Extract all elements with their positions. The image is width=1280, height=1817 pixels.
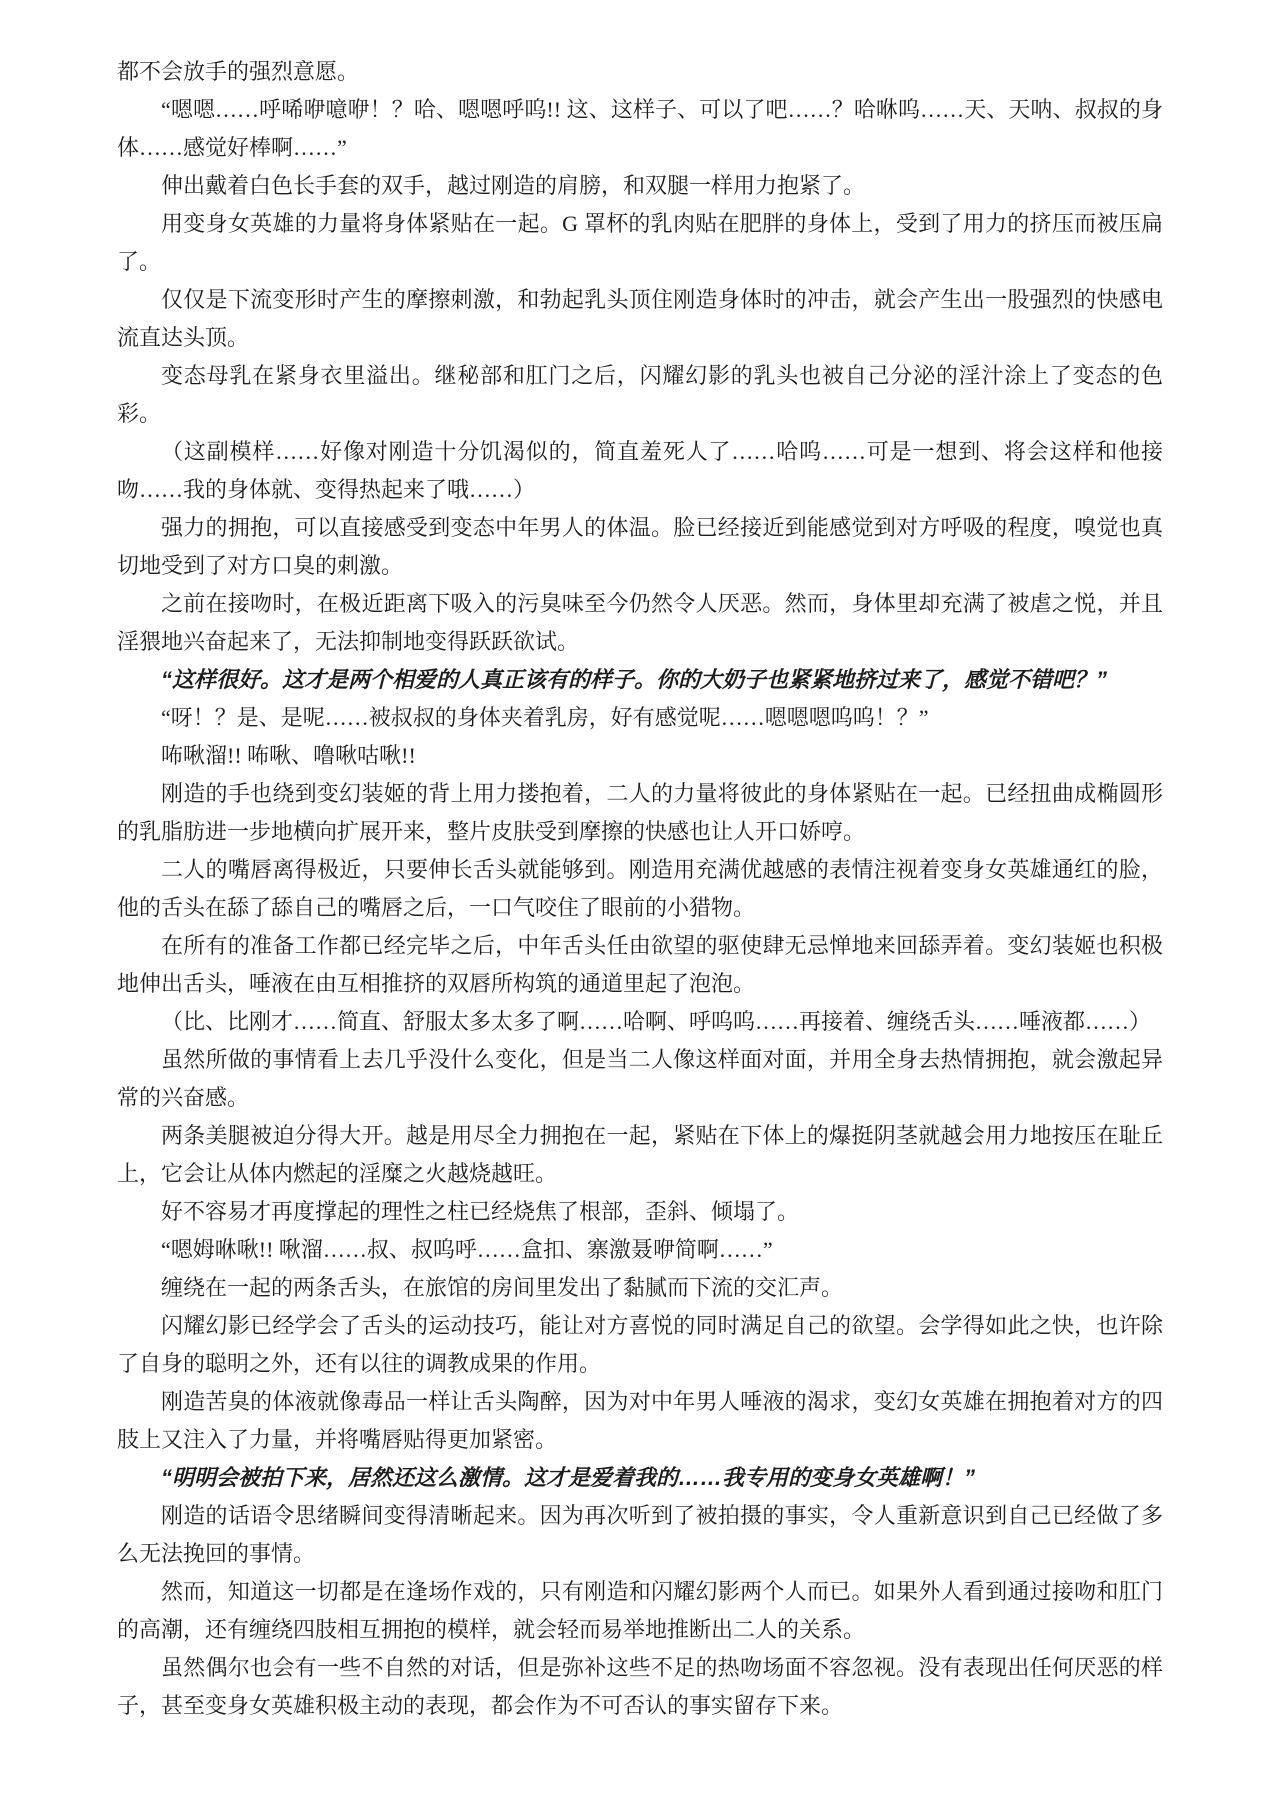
paragraph: 虽然所做的事情看上去几乎没什么变化，但是当二人像这样面对面，并用全身去热情拥抱，就会激起异常的兴奋感。: [117, 1047, 1163, 1110]
paragraph: 伸出戴着白色长手套的双手，越过刚造的肩膀，和双腿一样用力抱紧了。: [161, 173, 866, 198]
paragraph: 之前在接吻时，在极近距离下吸入的污臭味至今仍然令人厌恶。然而，身体里却充满了被虐之悦，并且淫猥地兴奋起来了，无法抑制地变得跃跃欲试。: [117, 591, 1163, 654]
paragraph: “呀！？是、是呢……被叔叔的身体夹着乳房，好有感觉呢……嗯嗯嗯呜呜！？”: [161, 705, 929, 730]
paragraph: 好不容易才再度撑起的理性之柱已经烧焦了根部，歪斜、倾塌了。: [161, 1199, 800, 1224]
paragraph: 在所有的准备工作都已经完毕之后，中年舌头任由欲望的驱使肆无忌惮地来回舔弄着。变幻装姬也积极地伸出舌头，唾液在由互相推挤的双唇所构筑的通道里起了泡泡。: [117, 933, 1163, 996]
paragraph: 然而，知道这一切都是在逢场作戏的，只有刚造和闪耀幻影两个人而已。如果外人看到通过接吻和肛门的高潮，还有缠绕四肢相互拥抱的模样，就会轻而易举地推断出二人的关系。: [117, 1579, 1163, 1642]
paragraph: （比、比刚才……简直、舒服太多太多了啊……哈啊、呼呜呜……再接着、缠绕舌头……唾液都……）: [161, 1009, 1152, 1034]
paragraph: “嗯姆咻啾!! 啾溜……叔、叔呜呼……盒扣、寨激聂咿简啊……”: [161, 1237, 773, 1262]
paragraph: 刚造苦臭的体液就像毒品一样让舌头陶醉，因为对中年男人唾液的渴求，变幻女英雄在拥抱着对方的四肢上又注入了力量，并将嘴唇贴得更加紧密。: [117, 1389, 1163, 1452]
paragraph: 刚造的手也绕到变幻装姬的背上用力搂抱着，二人的力量将彼此的身体紧贴在一起。已经扭曲成椭圆形的乳脂肪进一步地横向扩展开来，整片皮肤受到摩擦的快感也让人开口娇哼。: [117, 781, 1163, 844]
emphasis-dialogue-paragraph: “这样很好。这才是两个相爱的人真正该有的样子。你的大奶子也紧紧地挤过来了，感觉不错吧？”: [161, 667, 1108, 692]
paragraph: 虽然偶尔也会有一些不自然的对话，但是弥补这些不足的热吻场面不容忽视。没有表现出任何厌恶的样子，甚至变身女英雄积极主动的表现，都会作为不可否认的事实留存下来。: [117, 1655, 1163, 1718]
paragraph: “嗯嗯……呼唏咿噫咿！？哈、嗯嗯呼呜!! 这、这样子、可以了吧……？哈咻呜……天、天呐、叔叔的身体……感觉好棒啊……”: [117, 97, 1163, 160]
paragraph: 缠绕在一起的两条舌头，在旅馆的房间里发出了黏腻而下流的交汇声。: [161, 1275, 844, 1300]
text-content: [117, 53, 1163, 1725]
emphasis-dialogue-paragraph: “明明会被拍下来，居然还这么激情。这才是爱着我的……我专用的变身女英雄啊！”: [161, 1465, 976, 1490]
paragraph: 咘啾溜!! 咘啾、噜啾咕啾!!: [161, 743, 416, 768]
paragraph: 闪耀幻影已经学会了舌头的运动技巧，能让对方喜悦的同时满足自己的欲望。会学得如此之快，也许除了自身的聪明之外，还有以往的调教成果的作用。: [117, 1313, 1163, 1376]
paragraph: 变态母乳在紧身衣里溢出。继秘部和肛门之后，闪耀幻影的乳头也被自己分泌的淫汁涂上了变态的色彩。: [117, 363, 1163, 426]
paragraph: 二人的嘴唇离得极近，只要伸长舌头就能够到。刚造用充满优越感的表情注视着变身女英雄通红的脸，他的舌头在舔了舔自己的嘴唇之后，一口气咬住了眼前的小猎物。: [117, 857, 1163, 920]
paragraph: 仅仅是下流变形时产生的摩擦刺激，和勃起乳头顶住刚造身体时的冲击，就会产生出一股强烈的快感电流直达头顶。: [117, 287, 1163, 350]
paragraph: 刚造的话语令思绪瞬间变得清晰起来。因为再次听到了被拍摄的事实，令人重新意识到自己已经做了多么无法挽回的事情。: [117, 1503, 1163, 1566]
paragraph: 都不会放手的强烈意愿。: [117, 59, 360, 84]
paragraph: 两条美腿被迫分得大开。越是用尽全力拥抱在一起，紧贴在下体上的爆挺阴茎就越会用力地按压在耻丘上，它会让从体内燃起的淫糜之火越烧越旺。: [117, 1123, 1163, 1186]
paragraph: 用变身女英雄的力量将身体紧贴在一起。G 罩杯的乳肉贴在肥胖的身体上，受到了用力的挤压而被压扁了。: [117, 211, 1163, 274]
paragraph: （这副模样……好像对刚造十分饥渴似的，简直羞死人了……哈呜……可是一想到、将会这样和他接吻……我的身体就、变得热起来了哦……）: [117, 439, 1163, 502]
paragraph: 强力的拥抱，可以直接感受到变态中年男人的体温。脸已经接近到能感觉到对方呼吸的程度，嗅觉也真切地受到了对方口臭的刺激。: [117, 515, 1163, 578]
